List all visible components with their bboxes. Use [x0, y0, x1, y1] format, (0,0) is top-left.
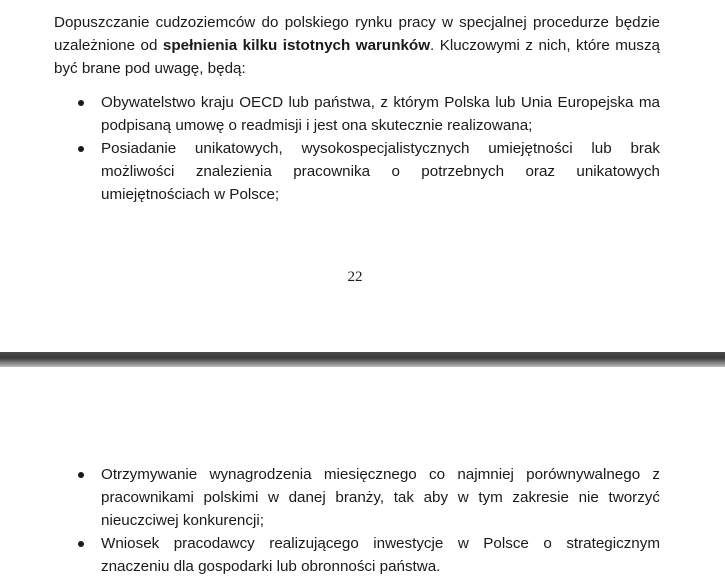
- list-item: [76, 91, 660, 137]
- page-number: 22: [347, 269, 363, 285]
- bullet-icon: [78, 472, 84, 478]
- bullet-icon: [78, 100, 84, 106]
- bullet-icon: [78, 541, 84, 547]
- conditions-list-bottom: [76, 463, 660, 578]
- page-separator: [0, 352, 725, 367]
- intro-text-after: . Kluczowymi z nich, które muszą być brane pod uwagę, będą:: [54, 37, 660, 77]
- intro-text-bold: spełnienia kilku istotnych warunków: [162, 37, 431, 54]
- list-item: [76, 463, 660, 532]
- list-item-text: Posiadanie unikatowych, wysokospecjalistycznych umiejętności lub brak możliwości znalezienia pracownika o potrzebnych oraz unikatowych umiejętnościach w Polsce;: [101, 140, 660, 203]
- list-item-text: Obywatelstwo kraju OECD lub państwa, z którym Polska lub Unia Europejska ma podpisaną umowę o readmisji i jest ona skutecznie realizowana;: [101, 94, 660, 134]
- list-item: [76, 137, 660, 206]
- list-item: [76, 532, 660, 578]
- intro-text-before: Dopuszczanie cudzoziemców do polskiego rynku pracy w specjalnej procedurze będzie uzależnione od: [54, 14, 660, 54]
- list-item-text: Wniosek pracodawcy realizującego inwestycje w Polsce o strategicznym znaczeniu dla gospodarki lub obronności państwa.: [101, 535, 660, 575]
- list-item-text: Otrzymywanie wynagrodzenia miesięcznego co najmniej porównywalnego z pracownikami polskimi w danej branży, tak aby w tym zakresie nie tworzyć nieuczciwej konkurencji;: [101, 466, 660, 529]
- conditions-list-top: [76, 91, 660, 206]
- bullet-icon: [78, 146, 84, 152]
- intro-paragraph: [54, 11, 660, 80]
